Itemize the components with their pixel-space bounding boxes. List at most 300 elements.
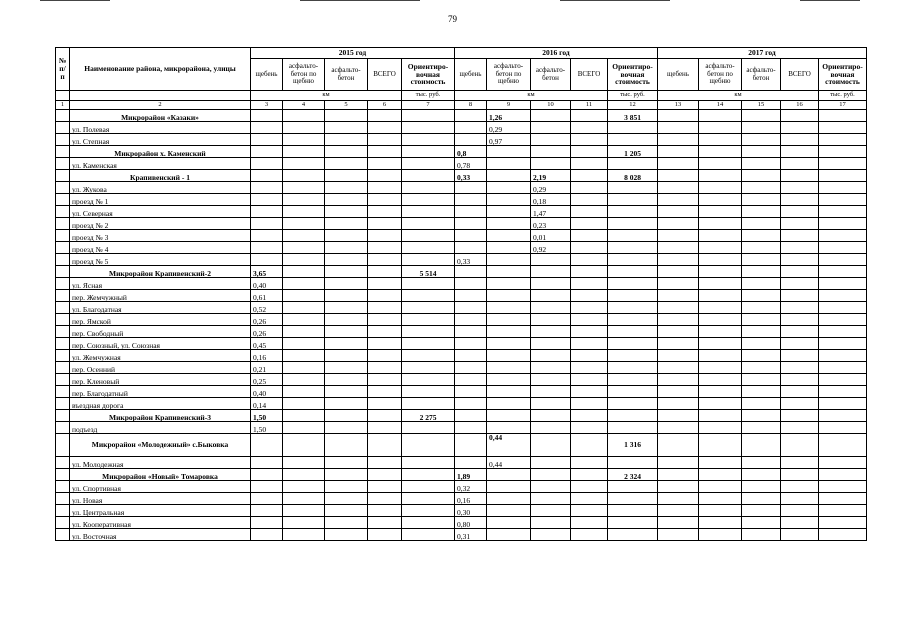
value-cell [455, 266, 487, 278]
value-cell [251, 194, 283, 206]
value-cell [368, 134, 402, 146]
value-cell [819, 386, 867, 398]
value-cell [251, 529, 283, 541]
value-cell [781, 290, 819, 302]
table-row [56, 134, 867, 146]
page-number: 79 [448, 14, 457, 24]
value-cell [325, 278, 368, 290]
table-row [56, 386, 867, 398]
row-number-cell [56, 182, 70, 194]
value-cell [742, 434, 781, 457]
value-cell [402, 206, 455, 218]
street-name: ул. Благодатная [70, 302, 251, 314]
value-cell [487, 254, 531, 266]
value-cell [699, 134, 742, 146]
value-cell [742, 410, 781, 422]
value-cell [781, 457, 819, 469]
value-cell [531, 398, 571, 410]
value-cell [699, 386, 742, 398]
value-cell [531, 290, 571, 302]
value-cell [455, 230, 487, 242]
value-cell [402, 326, 455, 338]
value-cell [699, 278, 742, 290]
column-number: 1 [56, 101, 70, 110]
value-cell [819, 134, 867, 146]
value-cell [368, 230, 402, 242]
value-cell [283, 242, 325, 254]
value-cell [531, 110, 571, 122]
value-cell [283, 481, 325, 493]
value-cell [571, 110, 608, 122]
value-cell: 0,30 [455, 505, 487, 517]
row-number-cell [56, 146, 70, 158]
value-cell [658, 374, 699, 386]
header-sub: Ориентиро-вочная стоимость [819, 59, 867, 91]
value-cell [571, 314, 608, 326]
value-cell [368, 386, 402, 398]
value-cell [402, 493, 455, 505]
value-cell [658, 254, 699, 266]
row-number-cell [56, 457, 70, 469]
value-cell [819, 338, 867, 350]
unit-rub: тыс. руб. [819, 91, 867, 101]
table-row [56, 110, 867, 122]
value-cell [251, 230, 283, 242]
value-cell [819, 493, 867, 505]
value-cell [658, 362, 699, 374]
header-year-2015: 2015 год [251, 48, 455, 59]
value-cell [571, 218, 608, 230]
value-cell [368, 110, 402, 122]
value-cell [699, 326, 742, 338]
table-row [56, 398, 867, 410]
value-cell [325, 434, 368, 457]
value-cell [608, 517, 658, 529]
value-cell [608, 230, 658, 242]
value-cell [742, 230, 781, 242]
value-cell [781, 314, 819, 326]
table-row [56, 290, 867, 302]
value-cell [531, 302, 571, 314]
value-cell [781, 158, 819, 170]
value-cell [699, 170, 742, 182]
value-cell [571, 302, 608, 314]
value-cell [608, 182, 658, 194]
value-cell [531, 469, 571, 481]
value-cell [455, 290, 487, 302]
row-number-cell [56, 122, 70, 134]
row-number-cell [56, 134, 70, 146]
value-cell [658, 529, 699, 541]
value-cell [742, 314, 781, 326]
value-cell [608, 338, 658, 350]
value-cell [487, 374, 531, 386]
value-cell [571, 230, 608, 242]
header-sub: асфальто-бетон [325, 59, 368, 91]
row-number-cell [56, 338, 70, 350]
value-cell [283, 290, 325, 302]
value-cell [368, 469, 402, 481]
value-cell [325, 302, 368, 314]
value-cell [455, 422, 487, 434]
value-cell [368, 398, 402, 410]
value-cell [531, 350, 571, 362]
column-number: 16 [781, 101, 819, 110]
value-cell [699, 374, 742, 386]
value-cell [608, 529, 658, 541]
value-cell [368, 278, 402, 290]
district-name: Микрорайон Крапивенский-2 [70, 266, 251, 278]
value-cell: 0,33 [455, 254, 487, 266]
value-cell [742, 386, 781, 398]
value-cell [531, 481, 571, 493]
value-cell [402, 242, 455, 254]
row-number-cell [56, 469, 70, 481]
value-cell: 0,80 [455, 517, 487, 529]
value-cell [368, 254, 402, 266]
value-cell [819, 457, 867, 469]
value-cell [325, 469, 368, 481]
column-number: 5 [325, 101, 368, 110]
table-row [56, 158, 867, 170]
table-row [56, 517, 867, 529]
district-name: Микрорайон «Новый» Томаровка [70, 469, 251, 481]
value-cell [402, 338, 455, 350]
value-cell [325, 146, 368, 158]
value-cell [283, 218, 325, 230]
value-cell [742, 398, 781, 410]
value-cell [283, 434, 325, 457]
street-name: ул. Новая [70, 493, 251, 505]
value-cell [781, 122, 819, 134]
value-cell [571, 410, 608, 422]
row-number-cell [56, 517, 70, 529]
value-cell [658, 422, 699, 434]
value-cell [283, 350, 325, 362]
value-cell [325, 338, 368, 350]
value-cell [571, 338, 608, 350]
value-cell [699, 146, 742, 158]
value-cell [455, 338, 487, 350]
row-number-cell [56, 410, 70, 422]
value-cell [325, 517, 368, 529]
value-cell [455, 134, 487, 146]
top-rule [40, 0, 110, 1]
value-cell [608, 290, 658, 302]
value-cell [781, 146, 819, 158]
value-cell [781, 398, 819, 410]
row-number-cell [56, 170, 70, 182]
value-cell: 0,21 [251, 362, 283, 374]
value-cell [487, 326, 531, 338]
value-cell [455, 242, 487, 254]
row-number-cell [56, 529, 70, 541]
value-cell [742, 326, 781, 338]
value-cell [325, 386, 368, 398]
value-cell [658, 505, 699, 517]
value-cell [402, 529, 455, 541]
column-number: 10 [531, 101, 571, 110]
value-cell: 0,97 [487, 134, 531, 146]
value-cell: 0,45 [251, 338, 283, 350]
value-cell [781, 110, 819, 122]
value-cell [781, 517, 819, 529]
value-cell [455, 278, 487, 290]
value-cell [699, 110, 742, 122]
row-number-cell [56, 206, 70, 218]
value-cell [402, 422, 455, 434]
value-cell [251, 242, 283, 254]
value-cell [742, 529, 781, 541]
value-cell: 0,25 [251, 374, 283, 386]
value-cell [571, 422, 608, 434]
value-cell [699, 314, 742, 326]
value-cell: 1 205 [608, 146, 658, 158]
value-cell [487, 517, 531, 529]
row-number-cell [56, 314, 70, 326]
value-cell [325, 374, 368, 386]
value-cell [742, 493, 781, 505]
header-sub: щебень [658, 59, 699, 91]
value-cell [742, 278, 781, 290]
value-cell [571, 122, 608, 134]
unit-km: км [455, 91, 608, 101]
value-cell [819, 410, 867, 422]
value-cell [571, 517, 608, 529]
value-cell [699, 422, 742, 434]
value-cell [531, 493, 571, 505]
value-cell [699, 158, 742, 170]
column-number: 2 [70, 101, 251, 110]
value-cell [368, 194, 402, 206]
value-cell [368, 314, 402, 326]
value-cell [699, 218, 742, 230]
value-cell [658, 110, 699, 122]
unit-rub: тыс. руб. [608, 91, 658, 101]
value-cell [531, 517, 571, 529]
table-row [56, 254, 867, 266]
table-row [56, 302, 867, 314]
value-cell [283, 266, 325, 278]
value-cell [531, 434, 571, 457]
column-number: 12 [608, 101, 658, 110]
value-cell [283, 469, 325, 481]
header-sub: асфальто-бетон по щебню [283, 59, 325, 91]
value-cell [781, 505, 819, 517]
row-number-cell [56, 386, 70, 398]
value-cell [283, 146, 325, 158]
value-cell [251, 505, 283, 517]
value-cell [781, 134, 819, 146]
value-cell [487, 146, 531, 158]
street-name: пер. Кленовый [70, 374, 251, 386]
street-name: ул. Степная [70, 134, 251, 146]
value-cell [742, 206, 781, 218]
value-cell [608, 266, 658, 278]
value-cell [402, 230, 455, 242]
value-cell [699, 469, 742, 481]
value-cell: 0,33 [455, 170, 487, 182]
row-number-cell [56, 505, 70, 517]
value-cell [699, 266, 742, 278]
column-number: 6 [368, 101, 402, 110]
value-cell: 0,40 [251, 386, 283, 398]
value-cell: 0,32 [455, 481, 487, 493]
value-cell [325, 110, 368, 122]
value-cell [251, 218, 283, 230]
street-name: подъезд [70, 422, 251, 434]
value-cell [819, 218, 867, 230]
row-number-cell [56, 278, 70, 290]
value-cell [819, 266, 867, 278]
value-cell [571, 146, 608, 158]
value-cell [368, 266, 402, 278]
value-cell [571, 254, 608, 266]
table-body [56, 110, 867, 541]
row-number-cell [56, 266, 70, 278]
value-cell [658, 290, 699, 302]
column-number: 11 [571, 101, 608, 110]
street-name: проезд № 1 [70, 194, 251, 206]
value-cell [455, 110, 487, 122]
value-cell [402, 278, 455, 290]
value-cell [658, 242, 699, 254]
value-cell [781, 529, 819, 541]
value-cell [325, 350, 368, 362]
value-cell [571, 398, 608, 410]
value-cell [699, 302, 742, 314]
value-cell [402, 146, 455, 158]
value-cell [325, 254, 368, 266]
value-cell [781, 242, 819, 254]
value-cell [402, 218, 455, 230]
district-name: Микрорайон Крапивенский-3 [70, 410, 251, 422]
value-cell: 8 028 [608, 170, 658, 182]
value-cell [455, 326, 487, 338]
row-number-cell [56, 481, 70, 493]
value-cell [781, 218, 819, 230]
street-name: ул. Ясная [70, 278, 251, 290]
column-number: 7 [402, 101, 455, 110]
unit-rub: тыс. руб. [402, 91, 455, 101]
value-cell [699, 398, 742, 410]
table-row [56, 434, 867, 457]
value-cell [455, 194, 487, 206]
value-cell [571, 206, 608, 218]
street-name: пер. Ямской [70, 314, 251, 326]
value-cell: 0,40 [251, 278, 283, 290]
table-row [56, 362, 867, 374]
value-cell [608, 362, 658, 374]
value-cell [251, 134, 283, 146]
header-name: Наименование района, микрорайона, улицы [70, 48, 251, 91]
value-cell: 1,89 [455, 469, 487, 481]
value-cell [608, 242, 658, 254]
value-cell [781, 254, 819, 266]
value-cell [571, 386, 608, 398]
street-name: ул. Полевая [70, 122, 251, 134]
value-cell [368, 242, 402, 254]
column-number: 9 [487, 101, 531, 110]
value-cell [531, 422, 571, 434]
street-name: ул. Восточная [70, 529, 251, 541]
value-cell [571, 469, 608, 481]
value-cell [487, 170, 531, 182]
value-cell [658, 398, 699, 410]
table-row [56, 505, 867, 517]
value-cell [742, 254, 781, 266]
row-number-cell [56, 398, 70, 410]
header-sub: асфальто-бетон по щебню [699, 59, 742, 91]
value-cell [608, 505, 658, 517]
value-cell [283, 254, 325, 266]
header-sub: асфальто-бетон [531, 59, 571, 91]
table-row [56, 481, 867, 493]
value-cell [531, 374, 571, 386]
value-cell [658, 158, 699, 170]
value-cell [699, 206, 742, 218]
value-cell [402, 457, 455, 469]
value-cell [742, 146, 781, 158]
street-name: ул. Жемчужная [70, 350, 251, 362]
value-cell [699, 182, 742, 194]
value-cell [487, 242, 531, 254]
value-cell [819, 230, 867, 242]
top-rule [800, 0, 860, 1]
value-cell: 0,16 [251, 350, 283, 362]
street-name: пер. Благодатный [70, 386, 251, 398]
value-cell [455, 182, 487, 194]
value-cell: 0,16 [455, 493, 487, 505]
value-cell [487, 398, 531, 410]
value-cell [531, 266, 571, 278]
value-cell [283, 362, 325, 374]
value-cell [819, 242, 867, 254]
unit-km: км [251, 91, 402, 101]
unit-empty [70, 91, 251, 101]
value-cell [368, 410, 402, 422]
header-sub: ВСЕГО [368, 59, 402, 91]
value-cell [699, 434, 742, 457]
value-cell [742, 338, 781, 350]
value-cell [283, 158, 325, 170]
value-cell [699, 230, 742, 242]
value-cell [658, 278, 699, 290]
value-cell [699, 290, 742, 302]
value-cell [487, 505, 531, 517]
value-cell [608, 350, 658, 362]
value-cell: 0,44 [487, 434, 531, 457]
value-cell [283, 278, 325, 290]
value-cell [368, 182, 402, 194]
header-year-2017: 2017 год [658, 48, 867, 59]
value-cell [819, 350, 867, 362]
roads-table [55, 47, 867, 541]
value-cell [402, 314, 455, 326]
value-cell [402, 158, 455, 170]
value-cell: 0,44 [487, 457, 531, 469]
header-sub: ВСЕГО [781, 59, 819, 91]
header-no: № п/п [56, 48, 70, 91]
value-cell [571, 194, 608, 206]
value-cell [487, 266, 531, 278]
value-cell [325, 398, 368, 410]
value-cell: 0,92 [531, 242, 571, 254]
value-cell [571, 374, 608, 386]
value-cell [368, 529, 402, 541]
table-row [56, 457, 867, 469]
value-cell [368, 146, 402, 158]
